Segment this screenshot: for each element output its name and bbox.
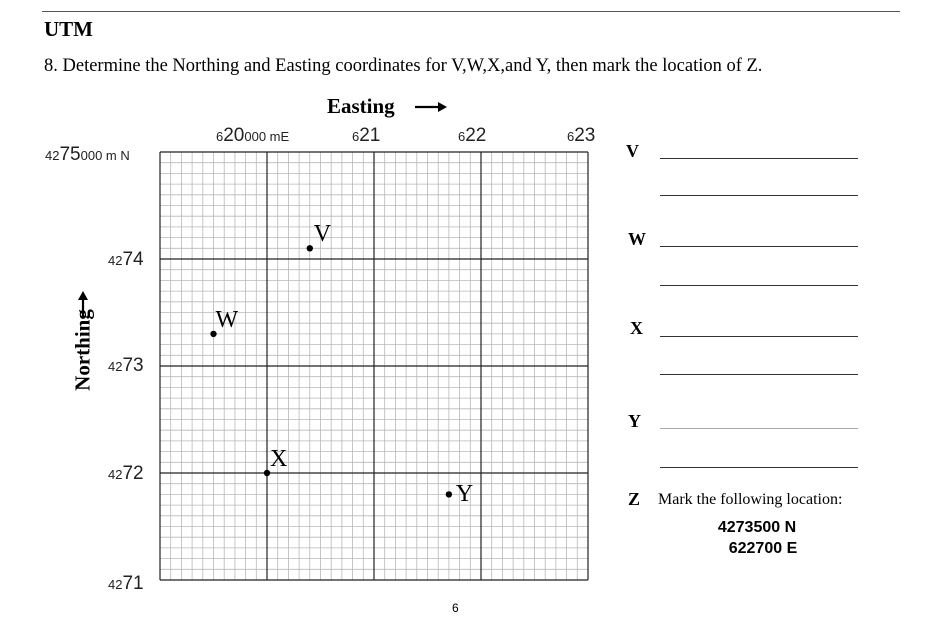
- easting-axis-title: Easting: [327, 94, 395, 118]
- answer-line-y-1[interactable]: [660, 428, 858, 429]
- northing-label-4275: 4275000 m N: [45, 144, 130, 165]
- easting-label-623: 623: [567, 125, 596, 146]
- point-y: [446, 491, 452, 497]
- answer-line-v-2[interactable]: [660, 195, 858, 196]
- answer-line-w-2[interactable]: [660, 285, 858, 286]
- northing-label-4272: 4272: [108, 463, 144, 484]
- easting-label-622: 622: [458, 125, 487, 146]
- easting-label-621: 621: [352, 125, 381, 146]
- answer-letter-x: X: [630, 318, 643, 338]
- page-number: 6: [452, 601, 459, 615]
- northing-label-4271: 4271: [108, 573, 144, 594]
- z-northing: 4273500 N: [717, 519, 797, 536]
- northing-label-4274: 4274: [108, 249, 144, 270]
- point-label-v: V: [313, 221, 332, 248]
- answer-line-x-2[interactable]: [660, 374, 858, 375]
- point-label-x: X: [270, 446, 288, 472]
- answer-letter-z: Z: [628, 489, 641, 509]
- z-easting: 622700 E: [728, 540, 798, 557]
- answer-line-v-1[interactable]: [660, 158, 858, 159]
- answer-line-x-1[interactable]: [660, 336, 858, 337]
- answer-line-y-2[interactable]: [660, 467, 858, 468]
- point-label-w: W: [215, 306, 239, 333]
- z-instruction: Mark the following location:: [658, 491, 843, 508]
- answer-letter-y: Y: [628, 411, 641, 431]
- answer-letter-w: W: [628, 229, 646, 249]
- point-v: [307, 245, 313, 251]
- northing-label-4273: 4273: [108, 355, 144, 376]
- answer-letter-v: V: [626, 141, 639, 161]
- answer-line-w-1[interactable]: [660, 246, 858, 247]
- northing-axis-title: Northing: [70, 309, 95, 391]
- question-text: 8. Determine the Northing and Easting coordinates for V,W,X,and Y, then mark the location of Z.: [44, 56, 763, 76]
- easting-label-620: 620000 mE: [216, 125, 290, 146]
- section-heading: UTM: [44, 17, 93, 41]
- point-label-y: Y: [455, 481, 474, 508]
